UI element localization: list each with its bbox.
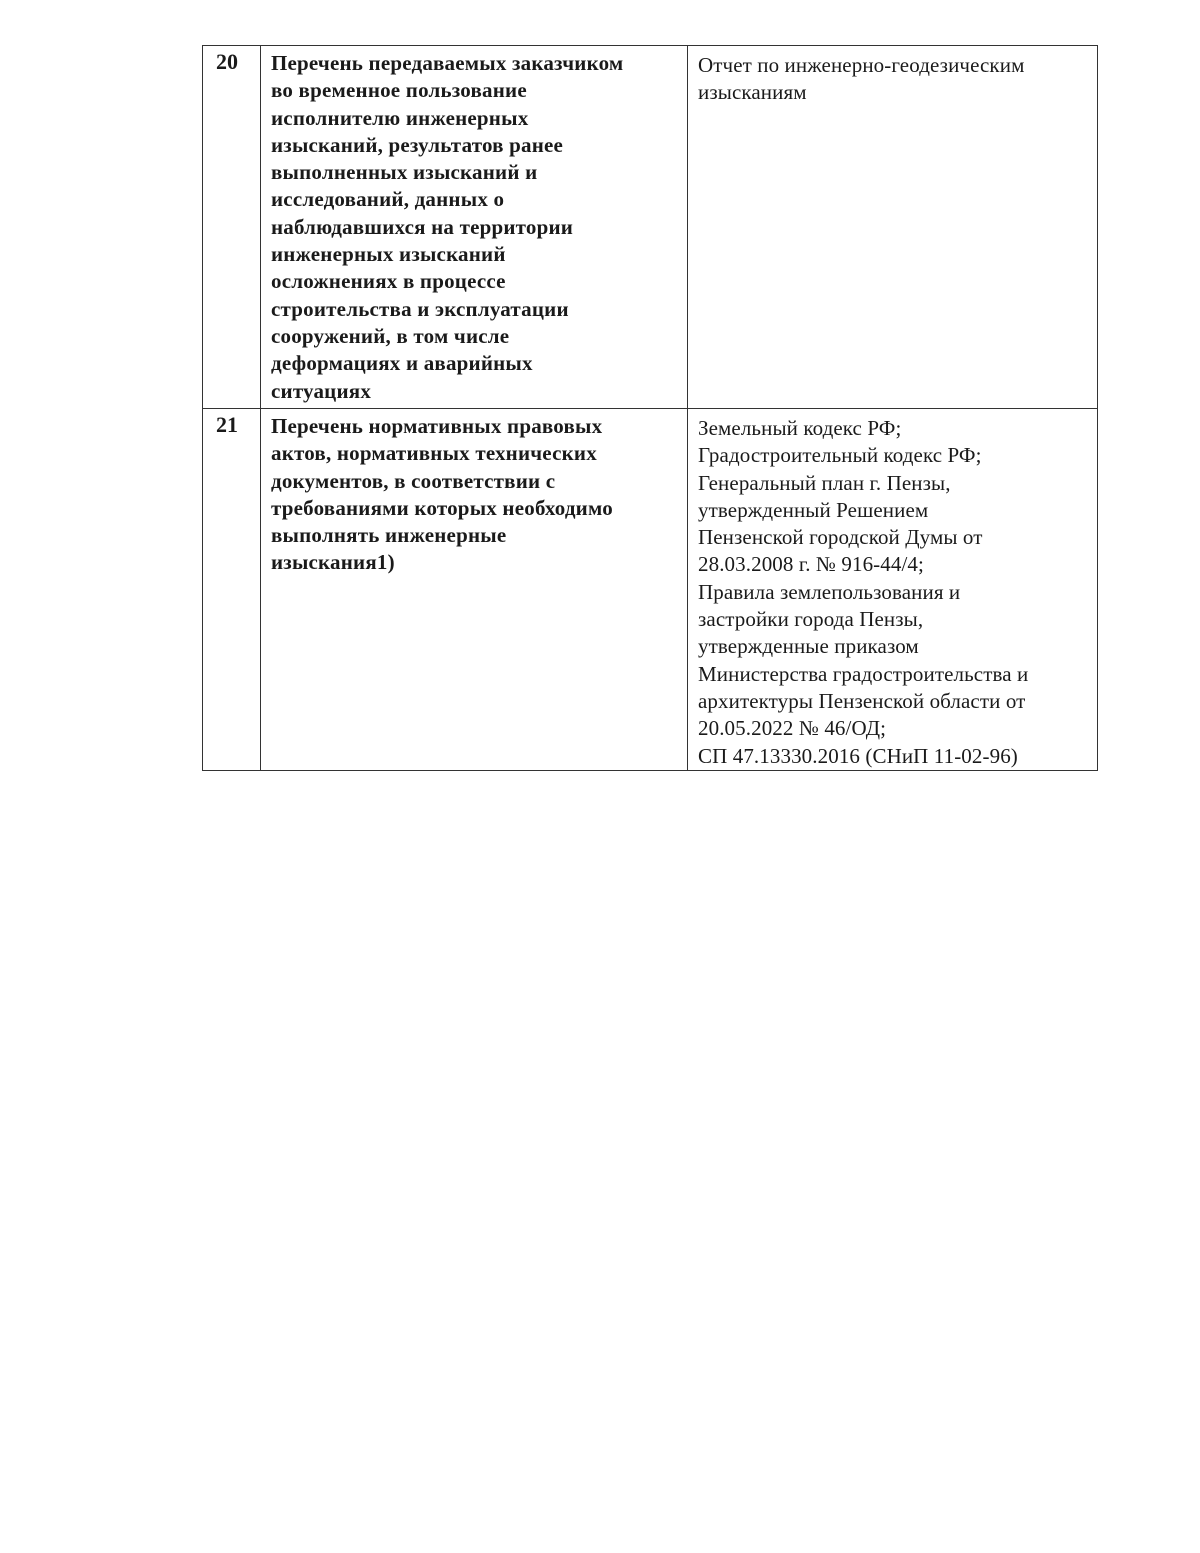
row-name-line: ситуациях [271,378,372,403]
row-name-line: осложнениях в процессе [271,269,506,294]
row-name [261,46,688,409]
table-row [203,409,1098,771]
row-value-line: Отчет по инженерно-геодезическим [698,53,1025,77]
row-value-line: Градостроительный кодекс РФ; [698,443,982,468]
row-value [688,409,1098,771]
row-value-line: изысканиям [698,80,807,105]
row-name-line: требованиями которых необходимо [271,495,613,520]
table-row [203,46,1098,409]
row-number: 20 [203,46,261,409]
row-name-line: инженерных изысканий [271,242,506,267]
row-number: 21 [203,409,261,771]
row-name-line: исполнителю инженерных [271,105,529,130]
row-name-line: во временное пользование [271,78,527,103]
row-name-line: выполненных изысканий и [271,160,538,185]
row-value-line: 28.03.2008 г. № 916-44/4; [698,552,924,577]
row-name-line: актов, нормативных технических [271,441,597,466]
row-value-line: Министерства градостроительства и [698,661,1029,686]
row-name-line: наблюдавшихся на территории [271,214,574,239]
row-name-line: Перечень нормативных правовых [271,414,603,438]
row-name [261,409,688,771]
row-name-line: исследований, данных о [271,187,505,212]
row-value-line: Земельный кодекс РФ; [698,416,902,440]
row-name-line: выполнять инженерные [271,523,507,548]
row-name-line: деформациях и аварийных [271,351,533,376]
row-name-line: сооружений, в том числе [271,323,510,348]
row-value-line: застройки города Пензы, [698,607,924,632]
row-name-line: изыскания1) [271,550,395,575]
row-value-line: Правила землепользования и [698,579,961,604]
row-value-line: 20.05.2022 № 46/ОД; [698,716,887,741]
row-value-line: утвержденные приказом [698,634,919,659]
row-value-line: Пензенской городской Думы от [698,525,983,550]
row-value [688,46,1098,409]
row-name-line: документов, в соответствии с [271,468,556,493]
row-name-line: строительства и эксплуатации [271,296,569,321]
row-value-line: Генеральный план г. Пензы, [698,470,951,495]
row-value-line: СП 47.13330.2016 (СНиП 11-02-96) [698,743,1018,768]
requirements-table [202,45,1098,771]
row-name-line: изысканий, результатов ранее [271,132,564,157]
row-name-line: Перечень передаваемых заказчиком [271,51,624,75]
row-value-line: архитектуры Пензенской области от [698,688,1026,713]
row-value-line: утвержденный Решением [698,497,929,522]
